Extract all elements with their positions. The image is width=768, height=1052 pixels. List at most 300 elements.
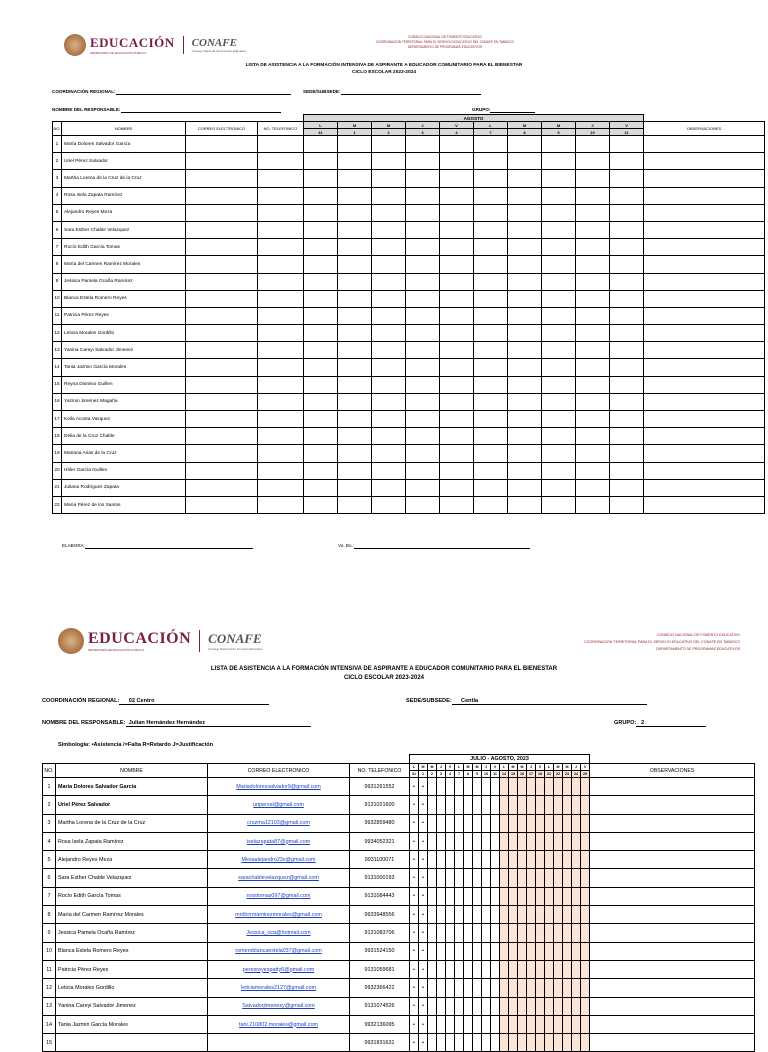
participant-email[interactable]: cruzma12103@gmail.com xyxy=(208,814,350,832)
day-number: 2 xyxy=(372,129,406,136)
attendance-cell xyxy=(563,997,572,1015)
attendance-cell xyxy=(474,445,508,462)
attendance-cell xyxy=(572,1015,581,1033)
participant-email[interactable]: mrdlcrmramirezmorales@gmail.com xyxy=(208,906,350,924)
attendance-cell xyxy=(338,187,372,204)
participant-email[interactable]: sarachablevelazquez@gmail.com xyxy=(208,869,350,887)
attendance-cell xyxy=(186,256,258,273)
attendance-cell xyxy=(338,462,372,479)
attendance-cell xyxy=(372,204,406,221)
day-letter: J xyxy=(437,764,446,771)
participant-name: Patricia Pérez Reyes xyxy=(62,307,186,324)
attendance-cell xyxy=(338,496,372,513)
attendance-cell xyxy=(572,778,581,796)
row-number: 10 xyxy=(43,942,56,960)
attendance-cell xyxy=(258,187,304,204)
participant-name: Patricia Pérez Reyes xyxy=(56,960,208,978)
attendance-cell xyxy=(536,1034,545,1052)
attendance-cell xyxy=(446,979,455,997)
participant-email[interactable]: Jessica_oca@hotmail.com xyxy=(208,924,350,942)
participant-name: Leticia Morales Gordillo xyxy=(56,979,208,997)
attendance-cell xyxy=(338,290,372,307)
participant-email[interactable]: iselazapata87@gmail.com xyxy=(208,832,350,850)
attendance-cell xyxy=(440,359,474,376)
attendance-cell xyxy=(581,906,590,924)
attendance-cell xyxy=(473,851,482,869)
attendance-cell xyxy=(527,997,536,1015)
participant-name: Alejandro Reyes Meza xyxy=(62,204,186,221)
attendance-cell xyxy=(455,960,464,978)
attendance-cell: • xyxy=(410,778,419,796)
row-number: 4 xyxy=(43,832,56,850)
attendance-cell: • xyxy=(410,887,419,905)
participant-name: Hitler García Guillen xyxy=(62,462,186,479)
row-number: 14 xyxy=(43,1015,56,1033)
attendance-cell xyxy=(372,153,406,170)
day-letter: J xyxy=(406,122,440,129)
attendance-cell xyxy=(464,869,473,887)
attendance-cell xyxy=(186,170,258,187)
col-email-header: CORREO ELECTRONICO xyxy=(186,122,258,136)
attendance-cell xyxy=(258,462,304,479)
attendance-cell xyxy=(545,832,554,850)
attendance-cell xyxy=(644,496,765,513)
attendance-cell xyxy=(563,887,572,905)
attendance-cell xyxy=(304,307,338,324)
table-row xyxy=(43,924,755,942)
attendance-cell xyxy=(186,221,258,238)
attendance-cell xyxy=(554,942,563,960)
observations-cell xyxy=(590,924,755,942)
attendance-cell xyxy=(372,325,406,342)
attendance-cell xyxy=(542,307,576,324)
attendance-cell xyxy=(542,393,576,410)
attendance-cell xyxy=(508,204,542,221)
attendance-cell xyxy=(542,325,576,342)
attendance-cell xyxy=(437,960,446,978)
participant-email[interactable]: Mariadoloressalvador9@gmail.com xyxy=(208,778,350,796)
attendance-cell xyxy=(473,778,482,796)
attendance-cell xyxy=(428,796,437,814)
attendance-cell xyxy=(437,814,446,832)
row-number: 5 xyxy=(53,204,62,221)
header-logos xyxy=(58,628,263,654)
attendance-cell xyxy=(545,814,554,832)
day-number: 1 xyxy=(338,129,372,136)
attendance-cell xyxy=(473,796,482,814)
attendance-cell xyxy=(576,411,610,428)
day-letter: L xyxy=(500,764,509,771)
attendance-cell xyxy=(406,136,440,153)
attendance-cell xyxy=(186,428,258,445)
attendance-cell xyxy=(437,906,446,924)
table-row xyxy=(53,170,765,187)
row-number: 11 xyxy=(43,960,56,978)
attendance-cell xyxy=(474,187,508,204)
month-header: AGOSTO xyxy=(304,115,644,122)
attendance-cell xyxy=(304,376,338,393)
attendance-cell xyxy=(644,342,765,359)
table-row xyxy=(43,960,755,978)
attendance-cell xyxy=(482,796,491,814)
participant-name: Uriel Pérez Salvador xyxy=(56,796,208,814)
attendance-cell xyxy=(572,960,581,978)
attendance-cell xyxy=(554,924,563,942)
month-header: JULIO - AGOSTO, 2023 xyxy=(410,755,590,764)
attendance-cell xyxy=(527,1015,536,1033)
attendance-cell: • xyxy=(410,979,419,997)
attendance-cell xyxy=(581,1015,590,1033)
attendance-cell xyxy=(572,924,581,942)
participant-name: María Pérez de los Santos xyxy=(62,496,186,513)
day-number: 7 xyxy=(455,771,464,778)
attendance-cell xyxy=(304,273,338,290)
attendance-cell xyxy=(338,393,372,410)
participant-email[interactable]: leticiamorales2127@gmail.com xyxy=(208,979,350,997)
participant-phone: 9131083706 xyxy=(350,924,410,942)
day-number: 3 xyxy=(437,771,446,778)
eagle-seal-icon xyxy=(58,628,84,654)
table-row xyxy=(53,204,765,221)
attendance-cell xyxy=(576,307,610,324)
attendance-cell xyxy=(500,832,509,850)
attendance-cell xyxy=(464,906,473,924)
attendance-cell xyxy=(304,479,338,496)
participant-phone: 9131059681 xyxy=(350,960,410,978)
attendance-cell: • xyxy=(419,796,428,814)
attendance-cell xyxy=(509,942,518,960)
attendance-cell xyxy=(572,1034,581,1052)
attendance-cell xyxy=(474,479,508,496)
participant-email[interactable]: perezreyespatty6@gmail.com xyxy=(208,960,350,978)
row-number: 18 xyxy=(53,428,62,445)
attendance-cell xyxy=(545,851,554,869)
attendance-cell xyxy=(610,256,644,273)
attendance-cell xyxy=(464,960,473,978)
attendance-cell xyxy=(542,239,576,256)
attendance-cell xyxy=(576,445,610,462)
attendance-cell xyxy=(572,814,581,832)
attendance-cell xyxy=(576,221,610,238)
attendance-cell xyxy=(542,290,576,307)
attendance-cell xyxy=(440,325,474,342)
attendance-cell xyxy=(581,924,590,942)
attendance-cell xyxy=(545,942,554,960)
attendance-cell xyxy=(509,960,518,978)
attendance-cell xyxy=(576,273,610,290)
table-row xyxy=(53,393,765,410)
attendance-cell xyxy=(509,887,518,905)
attendance-cell xyxy=(258,170,304,187)
header-logos xyxy=(64,34,246,56)
attendance-cell xyxy=(482,997,491,1015)
col-email-header: CORREO ELECTRONICO xyxy=(208,764,350,778)
attendance-cell xyxy=(372,342,406,359)
day-letter: J xyxy=(576,122,610,129)
table-row xyxy=(53,359,765,376)
attendance-cell xyxy=(446,814,455,832)
day-number: 17 xyxy=(527,771,536,778)
attendance-cell xyxy=(554,906,563,924)
attendance-cell xyxy=(464,924,473,942)
attendance-cell xyxy=(536,979,545,997)
attendance-cell xyxy=(258,136,304,153)
row-number: 6 xyxy=(43,869,56,887)
day-number: 8 xyxy=(508,129,542,136)
attendance-cell xyxy=(437,1015,446,1033)
attendance-cell xyxy=(338,273,372,290)
row-number: 1 xyxy=(53,136,62,153)
attendance-cell xyxy=(508,221,542,238)
attendance-cell xyxy=(644,376,765,393)
participant-email[interactable]: rosstomas097@gmail.com xyxy=(208,887,350,905)
table-row xyxy=(43,851,755,869)
day-letter: M xyxy=(372,122,406,129)
attendance-cell xyxy=(527,869,536,887)
attendance-cell xyxy=(464,832,473,850)
row-number: 22 xyxy=(53,496,62,513)
attendance-cell xyxy=(508,342,542,359)
attendance-cell xyxy=(491,796,500,814)
table-row xyxy=(53,256,765,273)
attendance-cell xyxy=(508,376,542,393)
attendance-cell: • xyxy=(410,1015,419,1033)
attendance-cell xyxy=(437,1034,446,1052)
participant-email[interactable]: uripersal@gmail.com xyxy=(208,796,350,814)
attendance-cell xyxy=(440,393,474,410)
attendance-cell: • xyxy=(410,997,419,1015)
attendance-cell xyxy=(455,832,464,850)
attendance-cell xyxy=(372,411,406,428)
observations-cell xyxy=(590,906,755,924)
attendance-cell xyxy=(509,869,518,887)
attendance-cell xyxy=(406,273,440,290)
attendance-cell xyxy=(500,796,509,814)
observations-cell xyxy=(590,869,755,887)
attendance-cell xyxy=(455,924,464,942)
attendance-cell xyxy=(518,942,527,960)
attendance-cell xyxy=(304,462,338,479)
attendance-cell xyxy=(542,359,576,376)
attendance-cell xyxy=(473,814,482,832)
attendance-cell xyxy=(545,906,554,924)
attendance-cell xyxy=(406,342,440,359)
attendance-cell xyxy=(338,376,372,393)
attendance-cell xyxy=(572,979,581,997)
attendance-cell xyxy=(518,832,527,850)
attendance-cell xyxy=(536,942,545,960)
attendance-cell xyxy=(542,153,576,170)
participant-email[interactable]: tani.210802.morales@gmail.com xyxy=(208,1015,350,1033)
logo-conafe: CONAFE Consejo Nacional de Fomento Educativo xyxy=(191,37,247,53)
attendance-cell xyxy=(304,204,338,221)
attendance-cell xyxy=(581,960,590,978)
day-letter: V xyxy=(581,764,590,771)
observations-cell xyxy=(590,960,755,978)
attendance-cell xyxy=(428,832,437,850)
attendance-cell xyxy=(482,942,491,960)
attendance-cell xyxy=(610,496,644,513)
attendance-cell xyxy=(554,869,563,887)
attendance-cell xyxy=(482,851,491,869)
attendance-cell xyxy=(536,887,545,905)
day-letter: V xyxy=(440,122,474,129)
day-number: 31 xyxy=(304,129,338,136)
attendance-cell xyxy=(518,869,527,887)
attendance-cell xyxy=(527,924,536,942)
attendance-cell xyxy=(644,273,765,290)
attendance-cell xyxy=(446,942,455,960)
attendance-cell xyxy=(474,428,508,445)
participant-email[interactable]: Salvadorjimenezy@gmail.com xyxy=(208,997,350,1015)
attendance-cell xyxy=(446,1015,455,1033)
row-number: 14 xyxy=(53,359,62,376)
observations-cell xyxy=(590,796,755,814)
attendance-cell xyxy=(536,906,545,924)
attendance-cell xyxy=(258,273,304,290)
responsable-value: Julian Hernández Hernández xyxy=(128,720,206,726)
day-number: 15 xyxy=(509,771,518,778)
attendance-cell xyxy=(372,239,406,256)
attendance-cell xyxy=(610,376,644,393)
attendance-cell xyxy=(536,1015,545,1033)
attendance-cell xyxy=(338,445,372,462)
attendance-cell xyxy=(576,256,610,273)
participant-name: Jessica Pamela Ocaña Ramírez xyxy=(62,273,186,290)
attendance-cell xyxy=(508,445,542,462)
attendance-cell xyxy=(186,496,258,513)
participant-phone: 9932366422 xyxy=(350,979,410,997)
attendance-cell xyxy=(509,851,518,869)
attendance-cell xyxy=(491,997,500,1015)
attendance-cell xyxy=(464,1034,473,1052)
attendance-cell xyxy=(186,445,258,462)
attendance-cell xyxy=(186,136,258,153)
attendance-cell: • xyxy=(419,942,428,960)
participant-email[interactable]: Mesaalejandro23x@gmail.com xyxy=(208,851,350,869)
attendance-cell xyxy=(545,796,554,814)
col-tel-header: NO. TELEFONICO xyxy=(258,122,304,136)
attendance-cell xyxy=(304,221,338,238)
attendance-cell xyxy=(186,204,258,221)
attendance-cell xyxy=(338,256,372,273)
attendance-cell xyxy=(372,359,406,376)
attendance-cell xyxy=(446,832,455,850)
attendance-cell xyxy=(437,942,446,960)
day-number: 11 xyxy=(610,129,644,136)
participant-name: Sara Esther Chable Velazquez xyxy=(56,869,208,887)
attendance-cell xyxy=(455,942,464,960)
attendance-cell xyxy=(338,325,372,342)
attendance-cell xyxy=(440,221,474,238)
elabora-field: ELABORA: xyxy=(62,543,253,549)
attendance-cell xyxy=(554,814,563,832)
attendance-cell: • xyxy=(410,960,419,978)
attendance-cell xyxy=(509,814,518,832)
attendance-cell xyxy=(474,153,508,170)
attendance-cell xyxy=(508,393,542,410)
attendance-cell xyxy=(482,814,491,832)
attendance-cell xyxy=(440,307,474,324)
attendance-cell xyxy=(304,153,338,170)
row-number: 3 xyxy=(43,814,56,832)
participant-name: Rocío Edith García Tomas xyxy=(62,239,186,256)
attendance-cell xyxy=(563,778,572,796)
attendance-cell xyxy=(491,778,500,796)
attendance-cell xyxy=(610,221,644,238)
attendance-cell xyxy=(542,256,576,273)
attendance-cell: • xyxy=(410,851,419,869)
attendance-cell xyxy=(464,997,473,1015)
day-letter: L xyxy=(304,122,338,129)
row-number: 19 xyxy=(53,445,62,462)
attendance-cell xyxy=(338,307,372,324)
attendance-cell xyxy=(428,887,437,905)
table-row xyxy=(43,869,755,887)
attendance-cell xyxy=(464,778,473,796)
attendance-cell xyxy=(338,428,372,445)
participant-phone: 9932136095 xyxy=(350,1015,410,1033)
participant-email[interactable] xyxy=(208,1034,350,1052)
coord-value: 02 Centro xyxy=(128,698,155,704)
attendance-cell xyxy=(406,496,440,513)
attendance-cell xyxy=(338,221,372,238)
day-number: 10 xyxy=(576,129,610,136)
attendance-cell xyxy=(542,342,576,359)
attendance-cell xyxy=(473,997,482,1015)
attendance-cell xyxy=(186,393,258,410)
observations-cell xyxy=(590,814,755,832)
attendance-cell xyxy=(508,290,542,307)
org-header: CONSEJO NACIONAL DE FOMENTO EDUCATIVO COORDINACIÓN TERRITORIAL PARA EL SERVICIO EDUCATIVO DEL CONAFE EN TABASCO DEPARTAMENTO DE PROGRAMAS EDUCATIVOS xyxy=(375,35,515,50)
attendance-cell xyxy=(554,796,563,814)
attendance-cell xyxy=(186,239,258,256)
attendance-cell xyxy=(186,153,258,170)
table-row xyxy=(53,187,765,204)
attendance-cell xyxy=(508,187,542,204)
table-row xyxy=(53,428,765,445)
attendance-cell xyxy=(491,1015,500,1033)
attendance-cell xyxy=(186,290,258,307)
attendance-cell xyxy=(474,136,508,153)
attendance-cell xyxy=(440,445,474,462)
day-letter: V xyxy=(610,122,644,129)
participant-email[interactable]: romeroblancaestela037@gmail.com xyxy=(208,942,350,960)
attendance-cell xyxy=(338,170,372,187)
sede-field: SEDE/SUBSEDE: Centla xyxy=(406,698,647,705)
attendance-cell xyxy=(554,979,563,997)
attendance-cell xyxy=(581,778,590,796)
attendance-cell xyxy=(563,1015,572,1033)
day-number: 31 xyxy=(410,771,419,778)
observations-cell xyxy=(590,778,755,796)
table-row xyxy=(53,221,765,238)
attendance-cell xyxy=(338,411,372,428)
participant-phone: 9131074526 xyxy=(350,997,410,1015)
attendance-cell xyxy=(482,1034,491,1052)
participant-name: Blanca Estela Romero Reyes xyxy=(62,290,186,307)
attendance-cell xyxy=(482,979,491,997)
attendance-cell xyxy=(581,1034,590,1052)
attendance-cell xyxy=(455,851,464,869)
table-row xyxy=(43,778,755,796)
table-row xyxy=(53,325,765,342)
attendance-cell xyxy=(581,814,590,832)
attendance-cell xyxy=(406,256,440,273)
day-letter: M xyxy=(419,764,428,771)
attendance-cell xyxy=(509,832,518,850)
logo-conafe: CONAFE Consejo Nacional de Fomento Educativo xyxy=(208,631,263,651)
